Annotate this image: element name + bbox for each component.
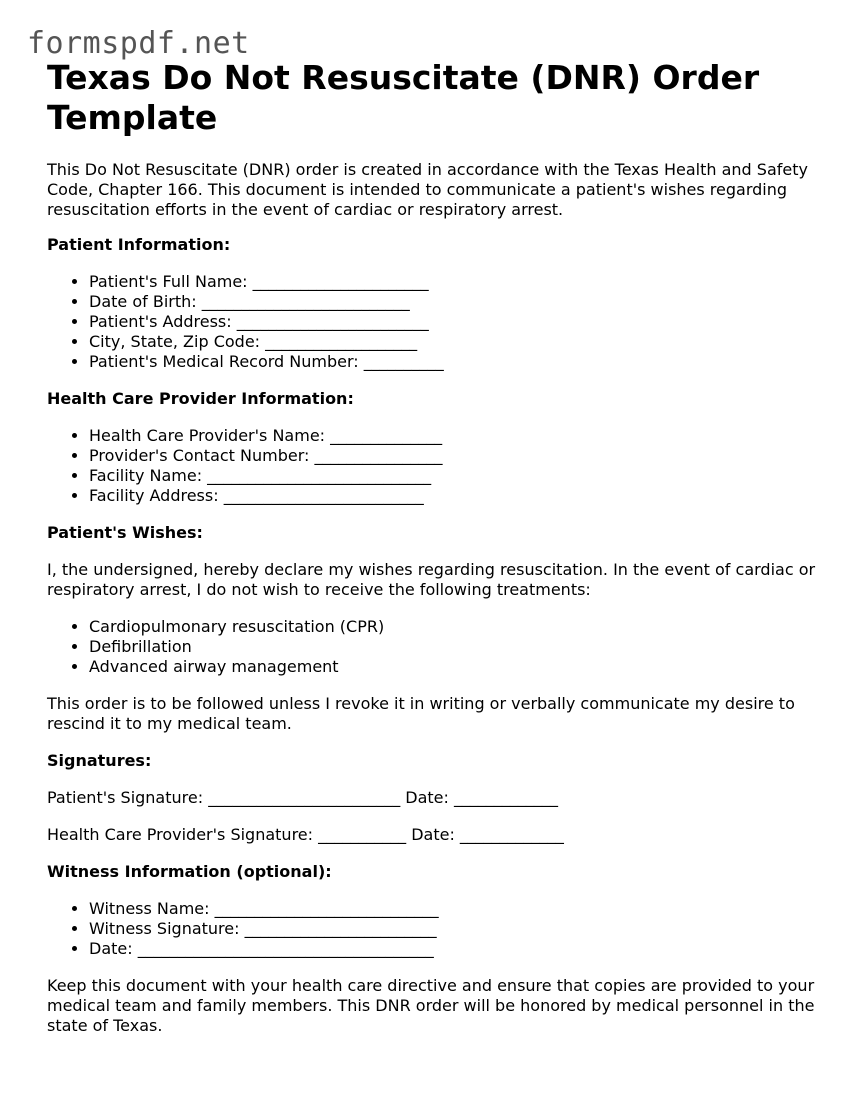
provider-info-heading: Health Care Provider Information: — [47, 389, 354, 408]
list-item: • Cardiopulmonary resuscitation (CPR) — [89, 617, 827, 637]
list-item: • Patient's Full Name: ______________________ — [89, 272, 827, 292]
list-item: • Witness Name: ____________________________ — [89, 899, 827, 919]
list-item: • Health Care Provider's Name: ______________ — [89, 426, 827, 446]
list-item: • Patient's Medical Record Number: __________ — [89, 352, 827, 372]
list-item: • Patient's Address: ________________________ — [89, 312, 827, 332]
list-item: • Facility Address: _________________________ — [89, 486, 827, 506]
patient-info-heading: Patient Information: — [47, 235, 231, 254]
list-item: • Advanced airway management — [89, 657, 827, 677]
intro-paragraph: This Do Not Resuscitate (DNR) order is created in accordance with the Texas Health and Safety Code, Chapter 166. This document is intended to communicate a patient's wishes regarding resuscitation efforts in the event of cardiac or respiratory arrest. — [47, 160, 808, 219]
treatments-list — [47, 617, 827, 677]
patient-signature-line: Patient's Signature: ________________________ Date: _____________ — [47, 788, 558, 807]
wishes-statement: I, the undersigned, hereby declare my wishes regarding resuscitation. In the event of cardiac or respiratory arrest, I do not wish to receive the following treatments: — [47, 560, 816, 599]
witness-list — [47, 899, 827, 959]
list-item: • City, State, Zip Code: ___________________ — [89, 332, 827, 352]
list-item: • Date: _____________________________________ — [89, 939, 827, 959]
closing-paragraph: Keep this document with your health care directive and ensure that copies are provided to your medical team and family members. This DNR order will be honored by medical personnel in the state of Texas. — [47, 976, 815, 1035]
provider-signature-line: Health Care Provider's Signature: ___________ Date: _____________ — [47, 825, 564, 844]
list-item: • Defibrillation — [89, 637, 827, 657]
list-item: • Facility Name: ____________________________ — [89, 466, 827, 486]
list-item: • Date of Birth: __________________________ — [89, 292, 827, 312]
patient-info-list — [47, 272, 827, 372]
wishes-heading: Patient's Wishes: — [47, 523, 203, 542]
watermark: formspdf.net — [27, 26, 250, 61]
list-item: • Provider's Contact Number: ________________ — [89, 446, 827, 466]
revocation-paragraph: This order is to be followed unless I revoke it in writing or verbally communicate my desire to rescind it to my medical team. — [47, 694, 795, 733]
document — [47, 58, 827, 1053]
page-title: Texas Do Not Resuscitate (DNR) Order Template — [47, 58, 760, 137]
provider-info-list — [47, 426, 827, 506]
signatures-heading: Signatures: — [47, 751, 152, 770]
list-item: • Witness Signature: ________________________ — [89, 919, 827, 939]
witness-heading: Witness Information (optional): — [47, 862, 332, 881]
